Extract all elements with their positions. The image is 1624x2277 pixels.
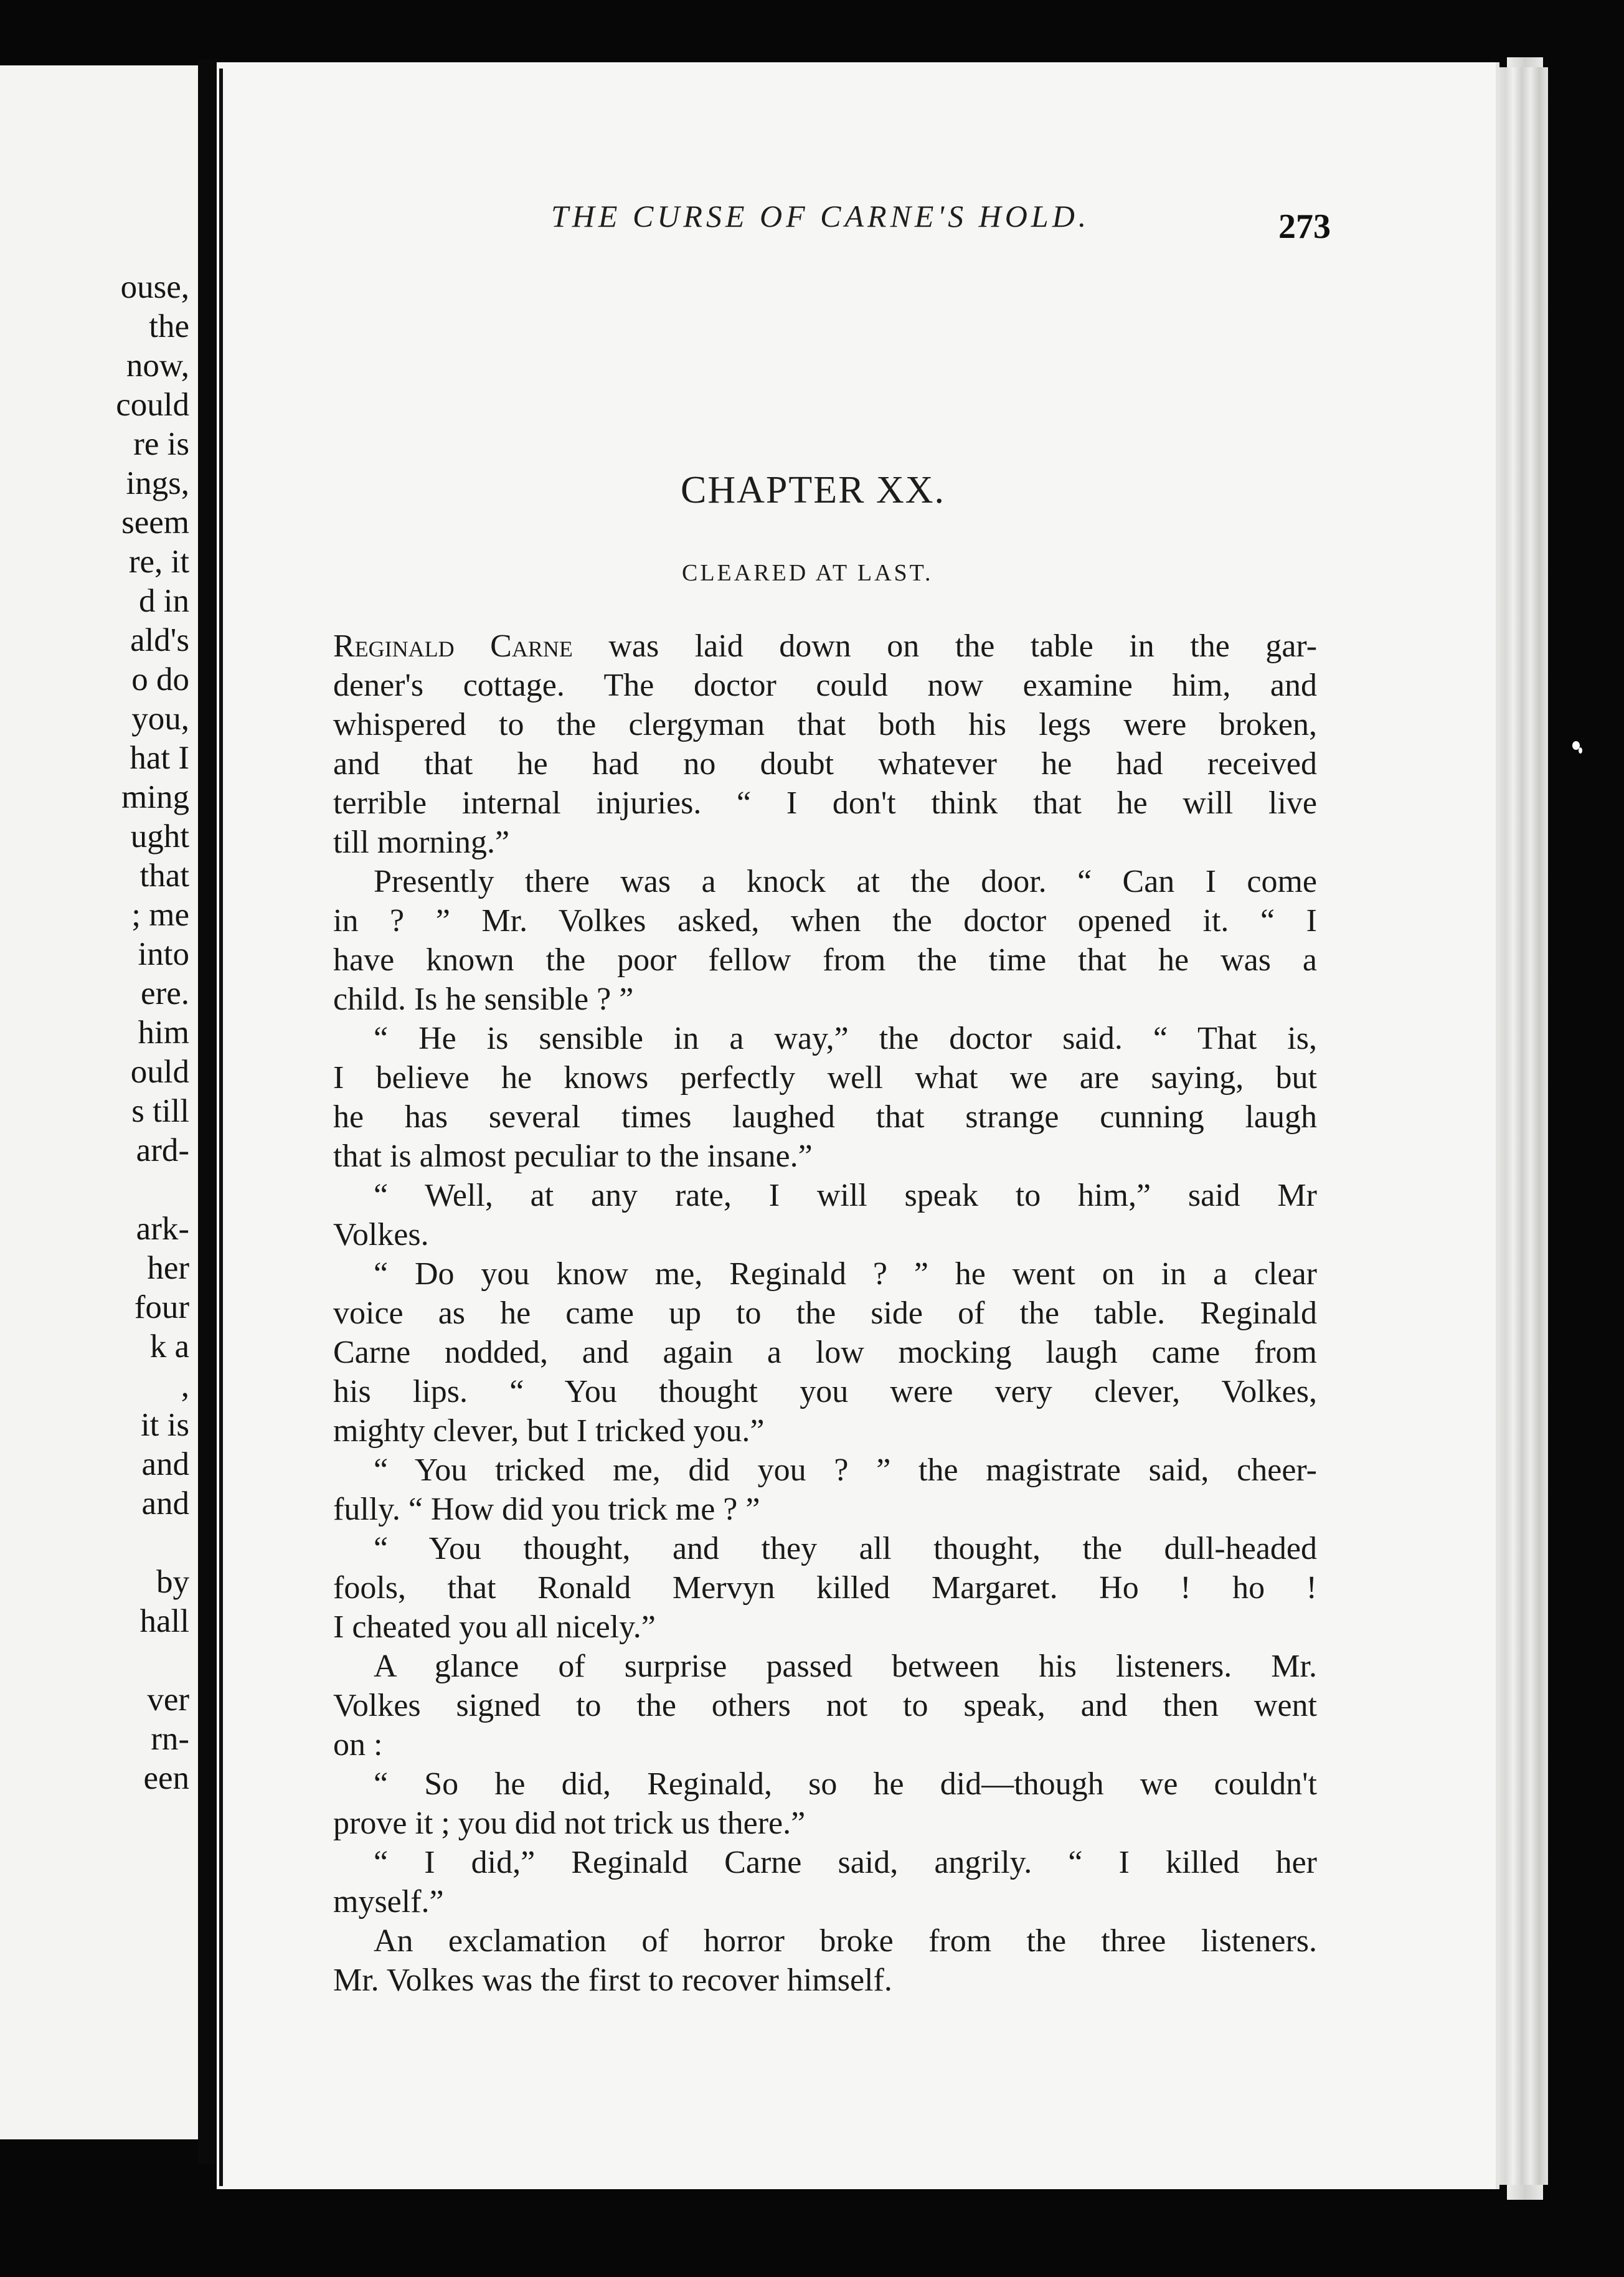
text-line: I cheated you all nicely.” xyxy=(333,1609,656,1645)
text-line: whispered to the clergyman that both his legs were broken, xyxy=(333,707,1317,742)
left-page-line: now, xyxy=(126,348,189,384)
text-line: Volkes signed to the others not to speak, and then went xyxy=(333,1688,1317,1723)
left-page-line: , xyxy=(181,1368,189,1404)
text-line: voice as he came up to the side of the table. Reginald xyxy=(333,1295,1317,1331)
text-line: fully. “ How did you trick me ? ” xyxy=(333,1492,760,1527)
text-line: till morning.” xyxy=(333,825,510,860)
left-page-line: her xyxy=(147,1250,189,1286)
page-number: 273 xyxy=(1278,207,1331,246)
left-page-line: ere. xyxy=(141,975,189,1011)
left-page-line: four xyxy=(134,1289,189,1325)
left-page-line: him xyxy=(138,1015,189,1051)
left-page-line: k a xyxy=(149,1328,189,1365)
left-page-line: ould xyxy=(130,1054,189,1090)
left-page-line: d in xyxy=(139,583,189,619)
left-page-line: could xyxy=(116,387,189,423)
left-page-line: and xyxy=(141,1446,189,1482)
text-line: Carne nodded, and again a low mocking laugh came from xyxy=(333,1335,1317,1370)
left-page-line: re, it xyxy=(128,544,189,580)
text-line-rest: was laid down on the table in the gar- xyxy=(572,628,1318,664)
text-line: Presently there was a knock at the door. “ Can I come xyxy=(374,864,1317,899)
text-line: “ So he did, Reginald, so he did—though we couldn't xyxy=(374,1766,1317,1802)
opening-small-caps: Reginald Carne xyxy=(333,628,573,664)
text-line: mighty clever, but I tricked you.” xyxy=(333,1413,765,1449)
left-page-line: it is xyxy=(140,1407,189,1443)
text-line: have known the poor fellow from the time that he was a xyxy=(333,942,1317,978)
left-page-line: s till xyxy=(131,1093,189,1129)
left-page-line: o do xyxy=(131,661,189,698)
left-page-line: een xyxy=(143,1760,189,1796)
text-line: A glance of surprise passed between his listeners. Mr. xyxy=(374,1649,1317,1684)
text-line: Mr. Volkes was the first to recover himself. xyxy=(333,1962,892,1998)
page-edges xyxy=(1494,67,1548,2185)
text-line: his lips. “ You thought you were very clever, Volkes, xyxy=(333,1374,1317,1409)
left-page-line: ver xyxy=(147,1682,189,1718)
text-line: “ Well, at any rate, I will speak to him,” said Mr xyxy=(374,1178,1317,1213)
left-page-line: and xyxy=(141,1485,189,1522)
text-line xyxy=(333,630,1317,663)
left-page-line: seem xyxy=(121,504,189,541)
text-line: I believe he knows perfectly well what we are saying, but xyxy=(333,1060,1317,1096)
text-line: child. Is he sensible ? ” xyxy=(333,982,634,1017)
text-line: on : xyxy=(333,1727,383,1763)
text-line: “ You thought, and they all thought, the dull-headed xyxy=(374,1531,1317,1566)
text-line: terrible internal injuries. “ I don't think that he will live xyxy=(333,785,1317,821)
left-page-line: ald's xyxy=(130,622,189,658)
text-line: that is almost peculiar to the insane.” xyxy=(333,1138,813,1174)
text-line: “ You tricked me, did you ? ” the magistrate said, cheer- xyxy=(374,1452,1317,1488)
text-line: prove it ; you did not trick us there.” xyxy=(333,1806,806,1841)
left-page-line: ught xyxy=(130,818,189,854)
left-page-line: by xyxy=(156,1564,189,1600)
left-page-line: ark- xyxy=(136,1211,189,1247)
text-line: and that he had no doubt whatever he had received xyxy=(333,746,1317,782)
page-spine-shadow xyxy=(219,69,223,2186)
chapter-subtitle: CLEARED AT LAST. xyxy=(682,560,933,586)
left-page-line: you, xyxy=(131,701,189,737)
left-page-line: ming xyxy=(121,779,189,815)
running-head: THE CURSE OF CARNE'S HOLD. xyxy=(551,199,1090,234)
left-page-line: the xyxy=(149,308,189,344)
text-line: “ I did,” Reginald Carne said, angrily. “ I killed her xyxy=(374,1845,1317,1880)
text-line: myself.” xyxy=(333,1884,444,1920)
text-line: he has several times laughed that strange cunning laugh xyxy=(333,1099,1317,1135)
left-page-line: ings, xyxy=(126,465,189,501)
left-page-line: into xyxy=(138,936,189,972)
text-line: “ He is sensible in a way,” the doctor said. “ That is, xyxy=(374,1021,1317,1056)
left-page-line: rn- xyxy=(151,1721,189,1757)
scan-speck xyxy=(1579,747,1582,754)
text-line: in ? ” Mr. Volkes asked, when the doctor opened it. “ I xyxy=(333,903,1317,939)
text-line: dener's cottage. The doctor could now examine him, and xyxy=(333,668,1317,703)
text-line: Volkes. xyxy=(333,1217,429,1252)
left-page-line: hat I xyxy=(130,740,189,776)
left-page-line: ; me xyxy=(131,897,189,933)
text-line: An exclamation of horror broke from the three listeners. xyxy=(374,1923,1317,1959)
left-page-line: that xyxy=(139,858,189,894)
left-page-line: re is xyxy=(133,426,189,462)
left-page-line: hall xyxy=(139,1603,189,1639)
previous-page-fragment xyxy=(0,65,198,2139)
left-page-line: ouse, xyxy=(120,269,189,305)
left-page-line: ard- xyxy=(136,1132,189,1168)
text-line: “ Do you know me, Reginald ? ” he went on in a clear xyxy=(374,1256,1317,1292)
chapter-title: CHAPTER XX. xyxy=(681,469,946,511)
text-line: fools, that Ronald Mervyn killed Margaret. Ho ! ho ! xyxy=(333,1570,1317,1606)
